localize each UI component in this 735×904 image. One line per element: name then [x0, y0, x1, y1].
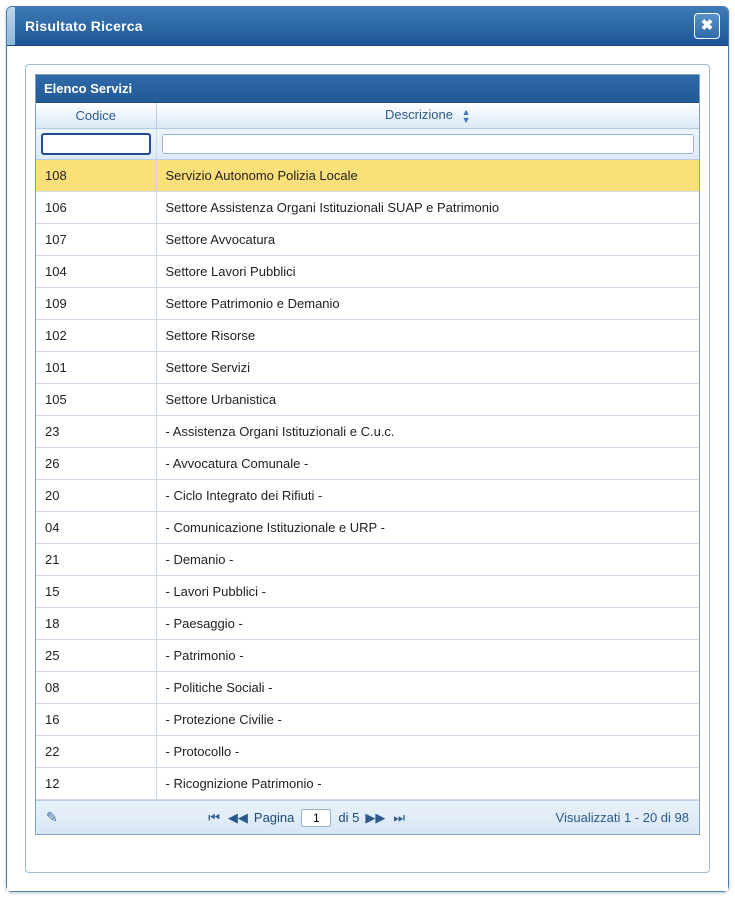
cell-codice: 101: [36, 352, 156, 384]
cell-codice: 16: [36, 704, 156, 736]
cell-codice: 104: [36, 256, 156, 288]
page-label: Pagina: [253, 810, 295, 825]
table-row[interactable]: [36, 384, 699, 416]
table-row[interactable]: [36, 352, 699, 384]
cell-codice: 23: [36, 416, 156, 448]
cell-descrizione: Settore Patrimonio e Demanio: [156, 288, 699, 320]
column-header-descrizione[interactable]: [156, 103, 699, 129]
cell-codice: 108: [36, 160, 156, 192]
table-row[interactable]: [36, 736, 699, 768]
close-icon[interactable]: ✖: [694, 13, 720, 39]
cell-codice: 12: [36, 768, 156, 800]
cell-descrizione: Servizio Autonomo Polizia Locale: [156, 160, 699, 192]
table-body: [36, 160, 699, 800]
table-row[interactable]: [36, 608, 699, 640]
column-header-descrizione-label: Descrizione: [385, 107, 453, 123]
cell-codice: 107: [36, 224, 156, 256]
prev-page-icon[interactable]: ◀◀: [227, 809, 248, 825]
cell-codice: 105: [36, 384, 156, 416]
table-row[interactable]: [36, 448, 699, 480]
table-row[interactable]: [36, 224, 699, 256]
table-row[interactable]: [36, 512, 699, 544]
cell-descrizione: - Politiche Sociali -: [156, 672, 699, 704]
table-row[interactable]: [36, 576, 699, 608]
cell-descrizione: - Paesaggio -: [156, 608, 699, 640]
cell-descrizione: - Assistenza Organi Istituzionali e C.u.c.: [156, 416, 699, 448]
dialog-body: [7, 46, 728, 891]
dialog-title: Risultato Ricerca: [25, 18, 143, 34]
page-total-label: di 5: [338, 810, 360, 825]
filter-cell-descrizione: [156, 129, 699, 160]
table-row[interactable]: [36, 640, 699, 672]
cell-descrizione: - Protezione Civilie -: [156, 704, 699, 736]
edit-pencil-icon[interactable]: ✎: [46, 809, 58, 825]
table-row[interactable]: [36, 160, 699, 192]
filter-cell-codice: [36, 129, 156, 160]
cell-codice: 15: [36, 576, 156, 608]
cell-descrizione: Settore Servizi: [156, 352, 699, 384]
cell-codice: 22: [36, 736, 156, 768]
table-row[interactable]: [36, 320, 699, 352]
cell-descrizione: - Avvocatura Comunale -: [156, 448, 699, 480]
cell-codice: 20: [36, 480, 156, 512]
cell-descrizione: Settore Lavori Pubblici: [156, 256, 699, 288]
filter-input-descrizione[interactable]: [162, 134, 695, 154]
first-page-icon[interactable]: ⏮: [208, 809, 220, 825]
cell-descrizione: - Comunicazione Istituzionale e URP -: [156, 512, 699, 544]
table-row[interactable]: [36, 288, 699, 320]
results-panel: [25, 64, 710, 873]
table-row[interactable]: [36, 256, 699, 288]
cell-codice: 04: [36, 512, 156, 544]
table-row[interactable]: [36, 768, 699, 800]
grid-title: Elenco Servizi: [36, 75, 699, 103]
table-filter-row: [36, 129, 699, 160]
table-row[interactable]: [36, 192, 699, 224]
pager-controls: [58, 809, 556, 827]
cell-descrizione: - Demanio -: [156, 544, 699, 576]
cell-descrizione: - Protocollo -: [156, 736, 699, 768]
cell-descrizione: - Ricognizione Patrimonio -: [156, 768, 699, 800]
filter-input-codice[interactable]: [41, 133, 151, 155]
table-row[interactable]: [36, 416, 699, 448]
table-row[interactable]: [36, 480, 699, 512]
cell-codice: 25: [36, 640, 156, 672]
column-header-codice-label: Codice: [75, 108, 116, 123]
table-row[interactable]: [36, 704, 699, 736]
cell-descrizione: Settore Avvocatura: [156, 224, 699, 256]
cell-codice: 106: [36, 192, 156, 224]
page-number-input[interactable]: [301, 809, 331, 827]
titlebar-accent-bar: [7, 7, 15, 45]
pager-status: Visualizzati 1 - 20 di 98: [555, 810, 689, 825]
next-page-icon[interactable]: ▶▶: [365, 809, 386, 825]
cell-descrizione: - Lavori Pubblici -: [156, 576, 699, 608]
services-table: [36, 103, 699, 800]
cell-descrizione: - Ciclo Integrato dei Rifiuti -: [156, 480, 699, 512]
table-row[interactable]: [36, 672, 699, 704]
cell-descrizione: - Patrimonio -: [156, 640, 699, 672]
services-grid: [35, 74, 700, 835]
cell-descrizione: Settore Urbanistica: [156, 384, 699, 416]
cell-codice: 109: [36, 288, 156, 320]
search-result-dialog: [6, 6, 729, 892]
dialog-titlebar: [7, 7, 728, 46]
cell-codice: 26: [36, 448, 156, 480]
cell-descrizione: Settore Risorse: [156, 320, 699, 352]
cell-codice: 102: [36, 320, 156, 352]
pager-toolbar: [36, 800, 699, 834]
cell-codice: 18: [36, 608, 156, 640]
cell-codice: 21: [36, 544, 156, 576]
cell-descrizione: Settore Assistenza Organi Istituzionali SUAP e Patrimonio: [156, 192, 699, 224]
column-header-codice[interactable]: [36, 103, 156, 129]
last-page-icon[interactable]: ⏭: [393, 809, 406, 825]
sort-arrows-icon[interactable]: ▲ ▼: [461, 106, 471, 125]
table-row[interactable]: [36, 544, 699, 576]
table-header-row: [36, 103, 699, 129]
cell-codice: 08: [36, 672, 156, 704]
